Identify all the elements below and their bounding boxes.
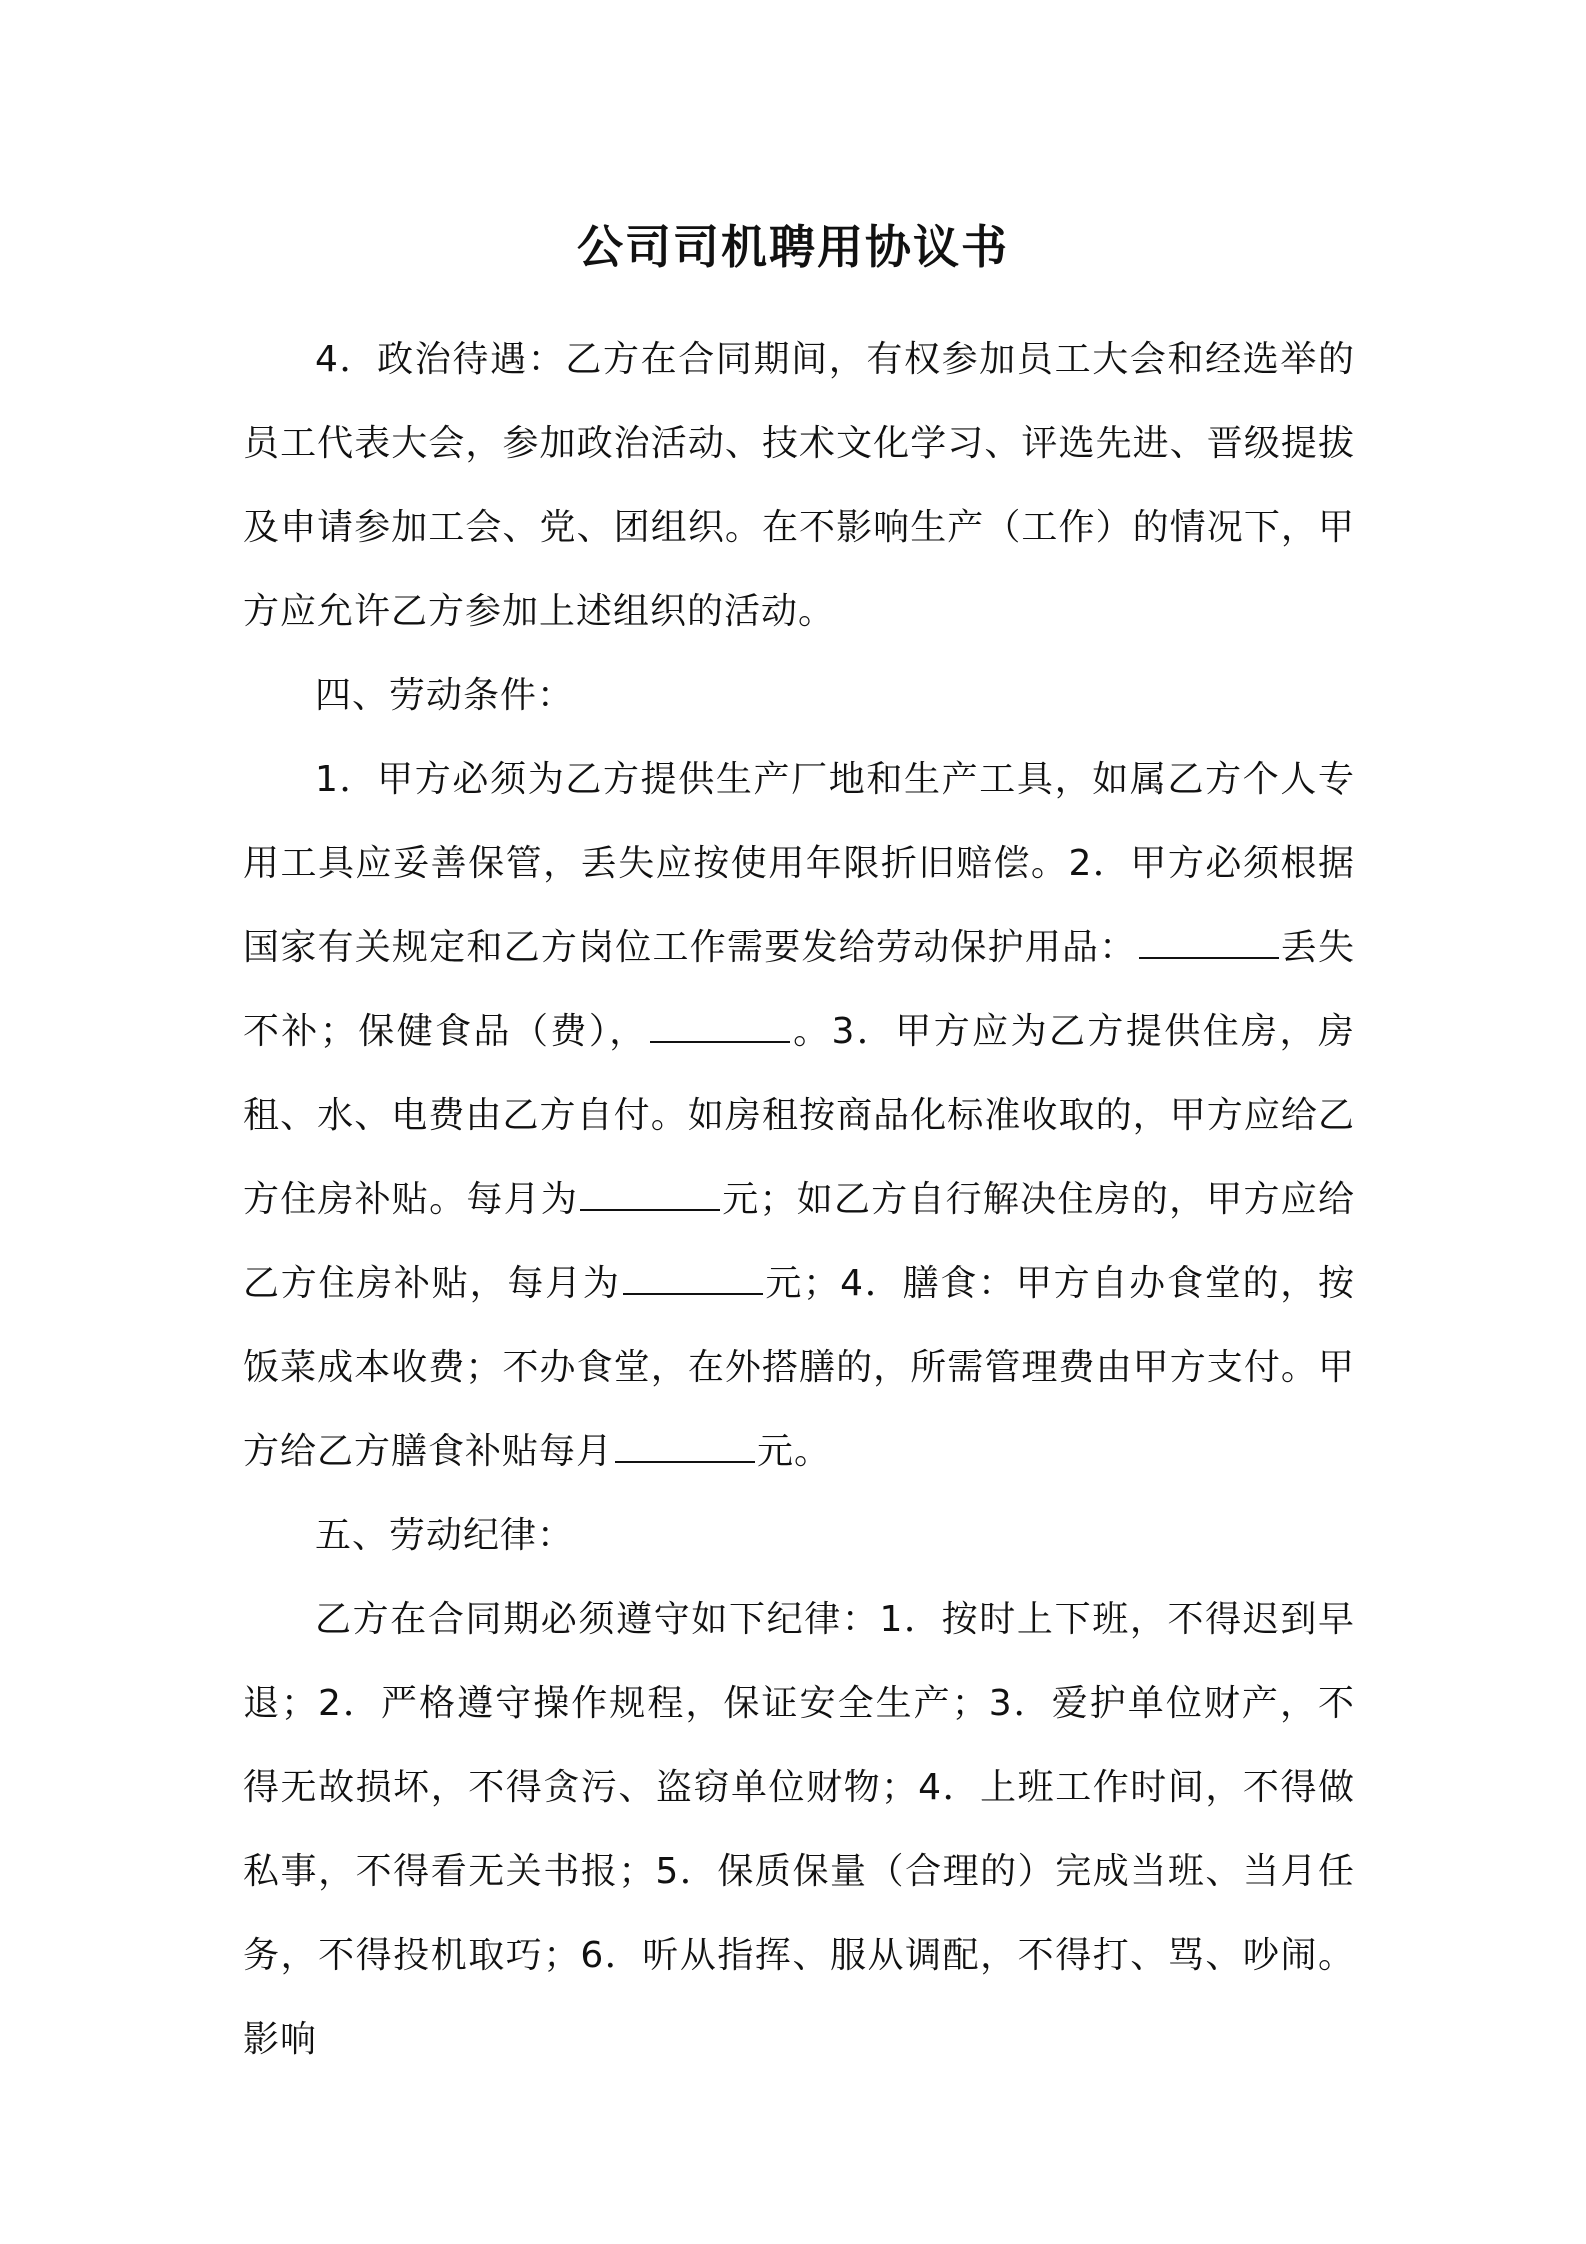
text-segment: 元；4．膳食：甲方自办食堂的，按饭菜成本收费；不办食堂，在外搭膳的，所需管理费由甲方支付。甲方给乙方膳食补贴每月 bbox=[243, 1263, 1355, 1472]
paragraph-political-treatment: 4．政治待遇：乙方在合同期间，有权参加员工大会和经选举的员工代表大会，参加政治活动、技术文化学习、评选先进、晋级提拔及申请参加工会、党、团组织。在不影响生产（工作）的情况下，甲方应允许乙方参加上述组织的活动。 bbox=[243, 339, 1355, 632]
section-heading-labor-conditions: 四、劳动条件： bbox=[315, 675, 575, 716]
paragraph-labor-conditions bbox=[243, 738, 1355, 1494]
text-segment: 1．甲方必须为乙方提供生产厂地和生产工具，如属乙方个人专用工具应妥善保管，丢失应按使用年限折旧赔偿。2．甲方必须根据国家有关规定和乙方岗位工作需要发给劳动保护用品： bbox=[243, 759, 1355, 968]
fill-in-blank bbox=[1139, 921, 1279, 959]
text-segment: 元。 bbox=[757, 1431, 832, 1472]
fill-in-blank bbox=[580, 1173, 720, 1211]
fill-in-blank bbox=[623, 1257, 763, 1295]
document-body bbox=[243, 318, 1355, 2082]
section-heading-labor-discipline: 五、劳动纪律： bbox=[315, 1515, 575, 1556]
document-title: 公司司机聘用协议书 bbox=[577, 220, 1009, 274]
text-segment: 。3．甲方应为乙方提供住房，房租、水、电费由乙方自付。如房租按商品化标准收取的，甲方应给乙方住房补贴。每月为 bbox=[243, 1011, 1355, 1220]
text-segment: 元；如乙方自行解决住房的，甲方应给乙方住房补贴，每月为 bbox=[243, 1179, 1355, 1304]
text-segment: 丢失不补；保健食品（费）， bbox=[243, 927, 1355, 1052]
fill-in-blank bbox=[650, 1005, 790, 1043]
paragraph-labor-discipline: 乙方在合同期必须遵守如下纪律：1．按时上下班，不得迟到早退；2．严格遵守操作规程，保证安全生产；3．爱护单位财产，不得无故损坏，不得贪污、盗窃单位财物；4．上班工作时间，不得做私事，不得看无关书报；5．保质保量（合理的）完成当班、当月任务，不得投机取巧；6．听从指挥、服从调配，不得打、骂、吵闹。影响 bbox=[243, 1599, 1355, 2060]
fill-in-blank bbox=[615, 1425, 755, 1463]
